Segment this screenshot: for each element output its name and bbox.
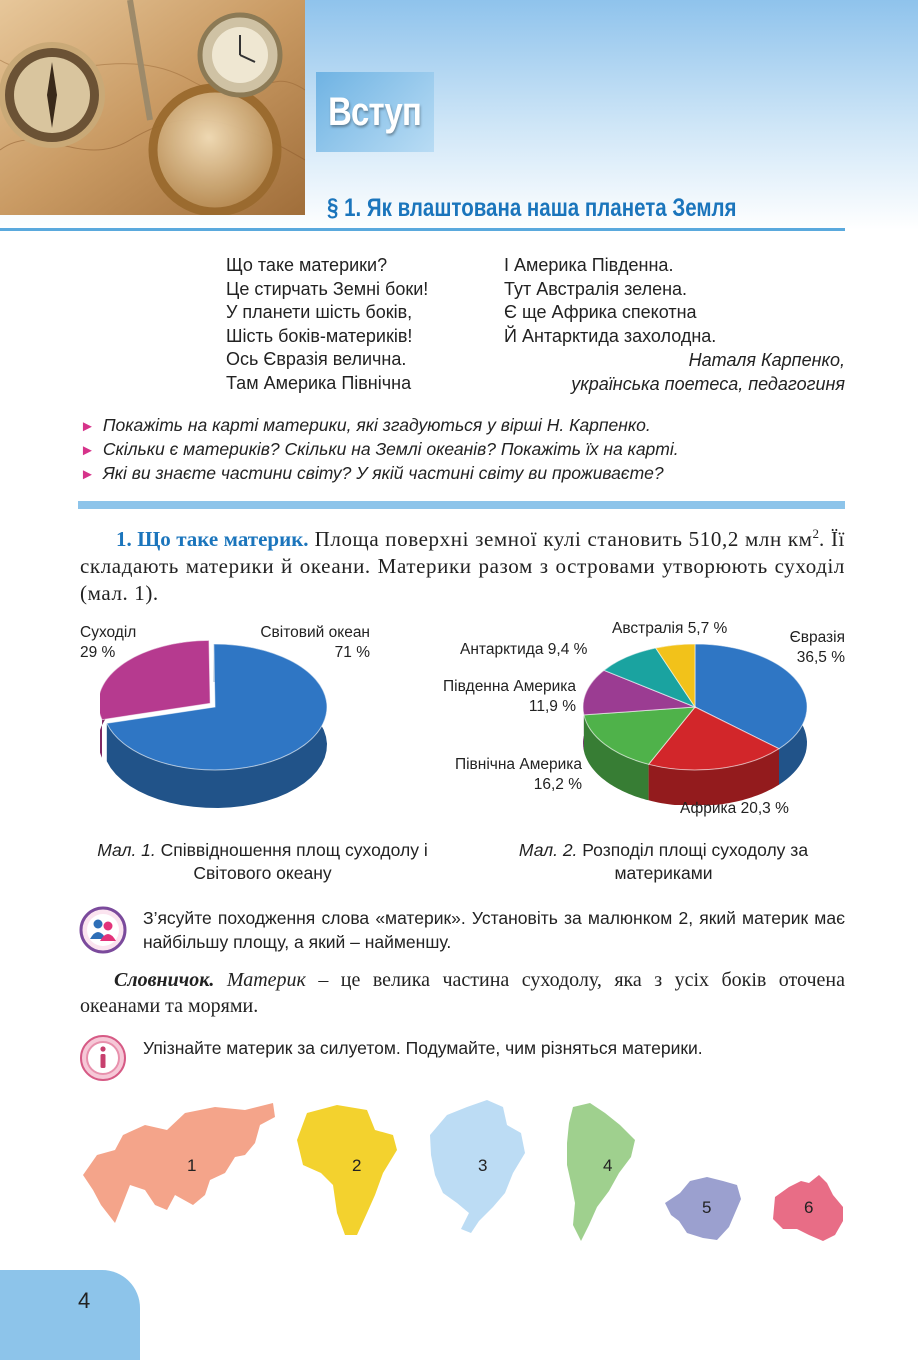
poem-line: І Америка Південна. (504, 255, 674, 275)
continent-number: 4 (603, 1156, 613, 1175)
pie2-label-australia (612, 619, 727, 639)
poem-line: Це стирчать Земні боки! (226, 278, 429, 299)
pie2-label-eurasia (760, 628, 845, 668)
figure-2-caption-number: Мал. 2. (518, 840, 578, 860)
poem-column-1 (226, 254, 428, 395)
pie2-label-eurasia-value: 36,5 % (796, 649, 845, 666)
page-number: 4 (78, 1288, 91, 1313)
section-title: § 1. Як влаштована наша планета Земля (327, 194, 737, 222)
continent-number: 3 (478, 1156, 488, 1175)
pie2-label-south-america-name: Південна Америка (443, 678, 576, 695)
pie2-label-north-america-name: Північна Америка (454, 756, 582, 773)
question-text: Які ви знаєте частини світу? У якій частині світу ви проживаєте? (102, 463, 664, 483)
header-photo-compass (0, 0, 305, 215)
pie2-label-africa-value: 20,3 % (740, 800, 789, 817)
pie1-label-ocean (238, 623, 370, 663)
pie2-label-antarctica-value: 9,4 % (547, 641, 588, 658)
pie2-label-north-america-value: 16,2 % (533, 776, 582, 793)
triangle-bullet-icon: ► (80, 442, 95, 459)
page-number-tab (0, 1270, 140, 1360)
title-divider (0, 228, 845, 231)
pie1-label-land (80, 623, 136, 663)
question-item (80, 463, 664, 484)
poem-line: Ось Євразія велична. (226, 349, 407, 369)
pie2-label-africa-name: Африка (680, 800, 737, 817)
author-name: Наталя Карпенко, (688, 350, 845, 370)
pie2-label-south-america-value: 11,9 % (528, 698, 576, 715)
author-role: українська поетеса, педагогиня (571, 373, 845, 394)
group-work-icon (79, 906, 127, 954)
glossary-head: Словничок. (114, 969, 215, 991)
continent-number: 1 (187, 1156, 197, 1175)
figure-2-caption (496, 839, 831, 885)
continent-number: 6 (804, 1198, 814, 1217)
task-1-text: З’ясуйте походження слова «материк». Установіть за малюнком 2, який материк має найбільшу площу, а який – найменшу. (143, 908, 845, 952)
poem-line: Й Антарктида захолодна. (504, 325, 717, 346)
poem-line: Там Америка Північна (226, 372, 412, 393)
pie1-label-land-value: 29 % (80, 644, 116, 661)
question-text: Скільки є материків? Скільки на Землі океанів? Покажіть їх на карті. (102, 439, 679, 459)
continent-silhouettes (75, 1095, 855, 1245)
poem-author (571, 349, 845, 396)
pie1-label-land-name: Суходіл (80, 624, 137, 641)
triangle-bullet-icon: ► (80, 418, 95, 435)
chapter-title: Вступ (316, 72, 434, 152)
paragraph-what-is-continent (80, 520, 845, 607)
south-america-silhouette (567, 1103, 635, 1241)
glossary-note (80, 967, 845, 1019)
pie2-label-australia-value: 5,7 % (687, 620, 728, 637)
poem-line: Що таке материки? (226, 255, 388, 275)
question-text: Покажіть на карті материки, які згадуються у вірші Н. Карпенко. (102, 415, 651, 435)
triangle-bullet-icon: ► (80, 466, 95, 483)
paragraph-text-cont: . Її складають материки й океани. Материки разом з островами утворюють суходіл (мал. 1). (80, 527, 845, 605)
glossary-term: Материк (226, 969, 306, 991)
poem-line: У планети шість боків, (226, 302, 413, 322)
figure-1-caption (95, 839, 430, 885)
paragraph-text: Площа поверхні земної кулі становить 510,2 млн км (308, 527, 813, 551)
paragraph-lead: 1. Що таке материк. (116, 527, 309, 551)
figure-1-caption-text: Співвідношення площ суходолу і Світового океану (155, 840, 428, 883)
figure-2-caption-text: Розподіл площі суходолу за материками (577, 840, 809, 883)
pie2-label-australia-name: Австралія (612, 620, 684, 637)
questions-divider (78, 501, 845, 509)
continent-number: 5 (702, 1198, 712, 1217)
poem-line: Шість боків-материків! (226, 325, 413, 346)
continent-number: 2 (352, 1156, 362, 1175)
pie2-label-north-america (420, 755, 582, 795)
pie2-label-south-america (412, 677, 576, 717)
pie2-label-eurasia-name: Євразія (789, 629, 845, 646)
africa-silhouette (297, 1105, 397, 1235)
poem-column-2 (504, 254, 716, 348)
glossary-definition: – це велика частина суходолу, яка з усіх боків оточена океанами та морями. (80, 969, 846, 1017)
pie2-label-antarctica-name: Антарктида (460, 641, 544, 658)
task-2-text: Упізнайте материк за силуетом. Подумайте, чим різняться материки. (143, 1038, 703, 1058)
figure-1-caption-number: Мал. 1. (97, 840, 156, 860)
pie2-label-africa (680, 799, 789, 819)
eurasia-silhouette (83, 1103, 275, 1223)
pie2-label-antarctica (460, 640, 587, 660)
superscript: 2 (812, 526, 820, 541)
poem-line: Тут Австралія зелена. (504, 278, 688, 299)
question-item (80, 415, 651, 436)
info-icon (79, 1034, 127, 1082)
question-item (80, 439, 679, 460)
pie1-label-ocean-value: 71 % (334, 644, 370, 661)
poem-line: Є ще Африка спекотна (504, 302, 697, 322)
pie1-label-ocean-name: Світовий океан (260, 624, 370, 641)
